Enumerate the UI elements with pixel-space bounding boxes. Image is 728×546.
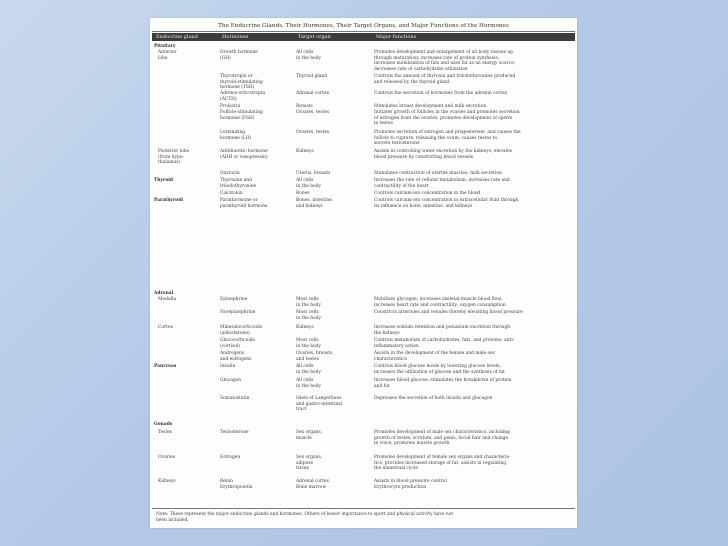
table-footnote: Note: These represent the major endocrine glands and hormones. Others of lesser importance to sport and physical activity have not been included. [156, 512, 454, 523]
row-gland: Parathyroid [154, 198, 183, 203]
row-hormone: Somatostatin [220, 396, 250, 401]
row-hormone: Estrogen [220, 455, 241, 460]
row-target: Uterus, breasts [296, 171, 331, 176]
row-function: Stimulates breast development and milk secretion [374, 104, 487, 109]
row-target: Sex organs, muscle [296, 430, 323, 441]
row-function: Controls the secretion of hormones from the adrenal cortex [374, 91, 508, 96]
document-page [150, 18, 577, 528]
row-hormone: Oxytocin [220, 171, 240, 176]
row-hormone: Testosterone [220, 430, 249, 435]
row-target: Kidneys [296, 149, 314, 154]
bottom-rule [152, 508, 575, 509]
row-target: Thyroid gland [296, 74, 328, 79]
row-function: Assists in blood pressure control Erythrocyte production [374, 479, 447, 490]
row-gland: Thyroid [154, 178, 173, 183]
row-target: Most cells in the body [296, 310, 321, 321]
row-hormone: Thyroxine and triiodothyronine [220, 178, 257, 189]
row-hormone: Luteinizing hormone (LH) [220, 130, 252, 141]
row-target: Kidneys [296, 325, 314, 330]
row-hormone: Antidiuretic hormone (ADH or vasopressin) [220, 149, 268, 160]
row-target: Ovaries, testes [296, 130, 330, 135]
table-title: The Endocrine Glands, Their Hormones, Their Target Organs, and Major Functions of the Hormones [218, 23, 509, 29]
row-function: Promotes development of male sex characteristics, including growth of testes, scrotum, and penis; facial hair and change in voice; promotes muscle growth [374, 430, 510, 447]
row-function: Promotes secretion of estrogen and progesterone, and causes the follicle to rupture, releasing the ovum; causes testes to secrete testosterone [374, 130, 521, 147]
row-function: Constricts arterioles and venules thereby elevating blood pressure [374, 310, 523, 315]
row-target: Ovaries, testes [296, 110, 330, 115]
row-function: Controls calcium-ion concentration in the blood [374, 191, 481, 196]
row-hormone: Parathormone or parathyroid hormone [220, 198, 268, 209]
row-gland: Kidneys [158, 479, 176, 484]
row-gland: Pancreas [154, 364, 177, 369]
row-hormone: Renin Erythropoietin [220, 479, 253, 490]
row-function: Increases blood glucose; stimulates the breakdown of protein and fat [374, 378, 512, 389]
row-target: Adrenal cortex [296, 91, 329, 96]
row-function: Controls metabolism of carbohydrates, fats, and proteins; anti- inflammatory action [374, 338, 515, 349]
row-hormone: Thyrotropin or thyroid-stimulating hormone (TSH) [220, 74, 263, 91]
header-hormones: Hormones [222, 34, 249, 40]
row-target: Islets of Langerhans and gastro-intestinal tract [296, 396, 343, 413]
row-function: Stimulates contraction of uterine muscles; milk secretion [374, 171, 502, 176]
row-target: Breasts [296, 104, 313, 109]
row-target: All cells in the body [296, 178, 321, 189]
row-target: Bones, intestine, and kidneys [296, 198, 334, 209]
row-hormone: Norepinephrine [220, 310, 256, 315]
row-hormone: Androgens and estrogens [220, 351, 252, 362]
row-target: Bones [296, 191, 310, 196]
row-hormone: Prolactin [220, 104, 241, 109]
header-functions: Major functions [376, 34, 417, 40]
row-target: Most cells in the body [296, 297, 321, 308]
row-target: Sex organs, adipose tissue [296, 455, 323, 472]
row-gland: Anterior lobe [158, 50, 177, 61]
row-gland: Cortex [158, 325, 173, 330]
row-gland: Ovaries [158, 455, 176, 460]
row-hormone: Calcitonin [220, 191, 243, 196]
row-target: All cells in the body [296, 364, 321, 375]
row-hormone: Growth hormone (GH) [220, 50, 258, 61]
header-target: Target organ [298, 34, 331, 40]
row-gland: Medulla [158, 297, 177, 302]
row-function: Controls the amount of thyroxin and triiodothyronine produced and released by the thyroid gland [374, 74, 516, 85]
header-gland: Endocrine gland [156, 34, 198, 40]
row-hormone: Mineralocorticoids (aldosterone) [220, 325, 263, 336]
row-function: Initiates growth of follicles in the ovaries and promotes secretion of estrogen from the ovaries; promotes development of sperm in testes [374, 110, 520, 127]
row-function: Promotes development of female sex organs and characteris- tics; provides increased storage of fat; assists in regulating the menstrual cycle [374, 455, 511, 472]
row-function: Assists in the development of the female and male sex characteristics [374, 351, 495, 362]
row-target: All cells in the body [296, 378, 321, 389]
row-target: Ovaries, breasts, and testes [296, 351, 334, 362]
row-function: Mobilizes glycogen; increases skeletal-muscle blood flow; increases heart rate and contractility; oxygen consumption [374, 297, 506, 308]
table-header [152, 33, 575, 41]
row-hormone: Epinephrine [220, 297, 248, 302]
row-hormone: Glucagon [220, 378, 242, 383]
row-function: Increases the rate of cellular metabolism; increases rate and contractility of the heart [374, 178, 510, 189]
row-hormone: Adrenocorticotropin (ACTH) [220, 91, 266, 102]
row-target: Adrenal cortex Bone marrow [296, 479, 329, 490]
row-target: Most cells in the body [296, 338, 321, 349]
row-gland: Posterior lobe (from hypo- thalamus) [158, 149, 190, 166]
row-function: Increases sodium retention and potassium excretion through the kidneys [374, 325, 511, 336]
row-hormone: Glucocorticoids (cortisol) [220, 338, 255, 349]
row-gland: Testes [158, 430, 173, 435]
row-function: Promotes development and enlargement of all body tissues up through maturation; increases rate of protein synthesis; increases mobilization of fats and uses fat as an energy source; decreases rate of carbohydrate utilization [374, 50, 516, 72]
section-gonads: Gonads [154, 422, 173, 427]
row-hormone: Follicle-stimulating hormone (FSH) [220, 110, 263, 121]
section-adrenal: Adrenal [154, 291, 174, 296]
row-hormone: Insulin [220, 364, 236, 369]
row-function: Depresses the secretion of both insulin and glucagon [374, 396, 493, 401]
top-rule [152, 31, 575, 32]
row-target: All cells in the body [296, 50, 321, 61]
row-function: Controls calcium-ion concentration in extracellular fluid through its influence on bone, intestine, and kidneys [374, 198, 519, 209]
row-function: Controls blood glucose levels by lowering glucose levels; increases the utilization of glucose and the synthesis of fat [374, 364, 505, 375]
section-pituitary: Pituitary [154, 44, 176, 49]
row-function: Assists in controlling water excretion by the kidneys; elevates blood pressure by constricting blood vessels [374, 149, 513, 160]
